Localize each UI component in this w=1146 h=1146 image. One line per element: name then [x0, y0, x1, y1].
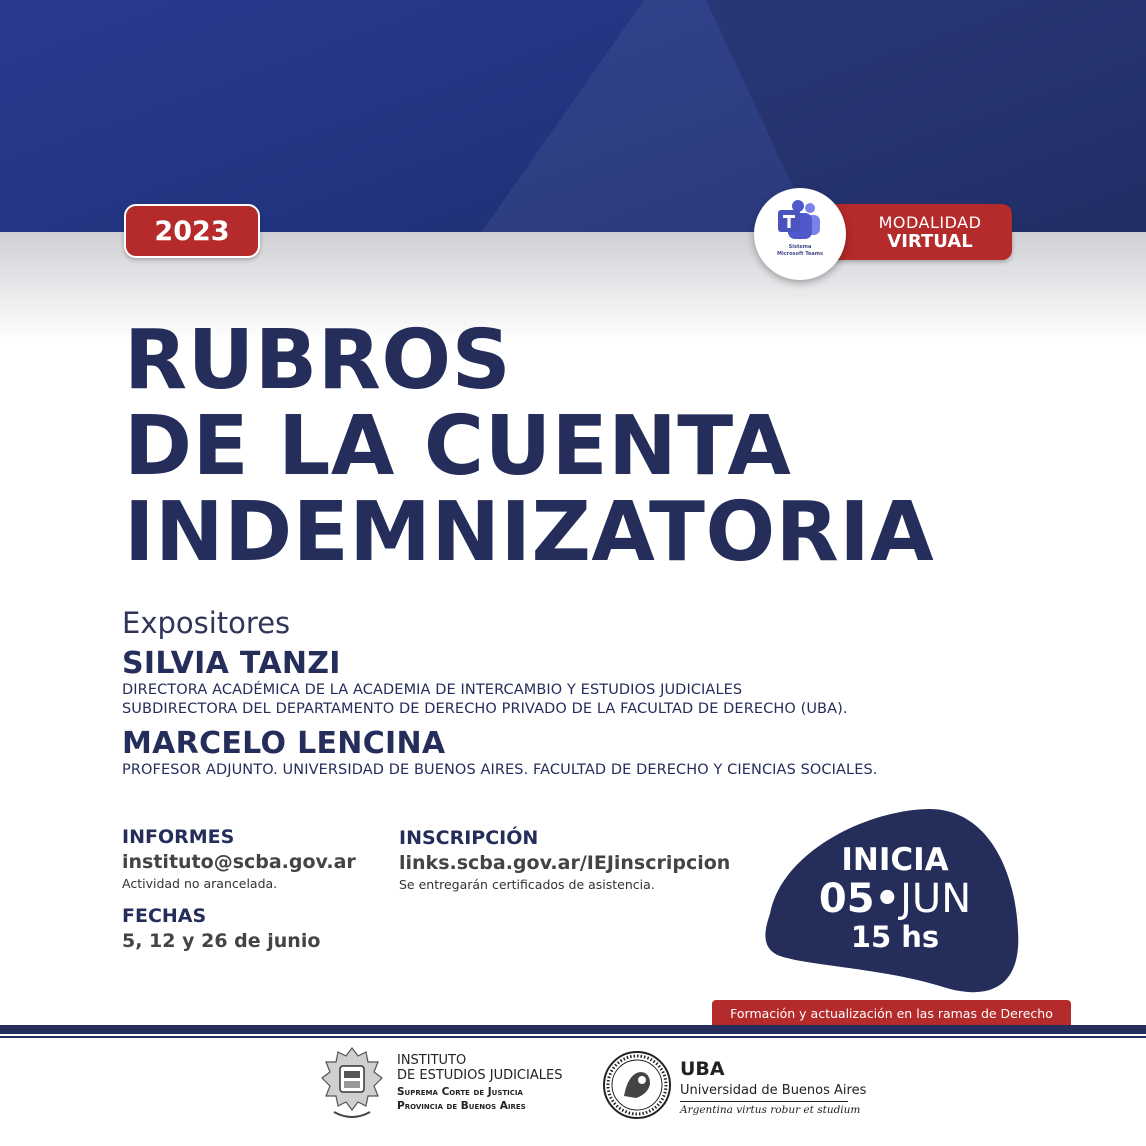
uba-divider: [680, 1101, 848, 1102]
modality-label: MODALIDAD: [878, 213, 982, 232]
informes-note: Actividad no arancelada.: [122, 876, 278, 891]
page-title: [124, 313, 935, 580]
inscripcion-link[interactable]: links.scba.gov.ar/IEJinscripcion: [399, 852, 731, 874]
teams-caption: Microsoft Teams: [777, 251, 823, 257]
inicia-label: INICIA: [841, 842, 949, 878]
footer-divider: [0, 1036, 1146, 1038]
speaker-role: PROFESOR ADJUNTO. UNIVERSIDAD DE BUENOS AIRES. FACULTAD DE DERECHO Y CIENCIAS SOCIALES.: [122, 762, 878, 778]
speaker-role: SUBDIRECTORA DEL DEPARTAMENTO DE DERECHO PRIVADO DE LA FACULTAD DE DERECHO (UBA).: [122, 701, 848, 717]
inscripcion-label: INSCRIPCIÓN: [399, 827, 539, 849]
title-line: INDEMNIZATORIA: [124, 485, 935, 580]
tagline: Formación y actualización en las ramas de Derecho: [712, 1000, 1071, 1026]
informes-email[interactable]: instituto@scba.gov.ar: [122, 851, 356, 873]
inicia-month: JUN: [900, 876, 972, 922]
date-separator: •: [874, 876, 901, 922]
footer-divider: [0, 1025, 1146, 1034]
inscripcion-note: Se entregarán certificados de asistencia.: [399, 877, 655, 892]
uba-motto: Argentina virtus robur et studium: [680, 1104, 861, 1116]
inicia-time: 15 hs: [850, 920, 940, 954]
uba-acronym: UBA: [680, 1058, 725, 1080]
modality-value: VIRTUAL: [887, 231, 973, 252]
iej-line4: Provincia de Buenos Aires: [397, 1100, 526, 1112]
year-badge: 2023: [124, 204, 260, 258]
teams-caption: Sistema: [788, 244, 812, 250]
uba-name: Universidad de Buenos Aires: [680, 1083, 867, 1098]
uba-seal: [602, 1050, 672, 1120]
microsoft-teams-icon: [776, 200, 824, 242]
inicia-date: [790, 876, 1000, 922]
speaker-name: MARCELO LENCINA: [122, 726, 446, 761]
iej-emblem: [320, 1046, 384, 1122]
title-line: DE LA CUENTA: [124, 399, 792, 494]
inicia-day: 05: [818, 876, 875, 922]
title-line: RUBROS: [124, 313, 512, 408]
iej-line1: INSTITUTO: [397, 1053, 467, 1068]
header-band: [0, 0, 1146, 232]
speaker-name: SILVIA TANZI: [122, 646, 341, 681]
speaker-role: DIRECTORA ACADÉMICA DE LA ACADEMIA DE INTERCAMBIO Y ESTUDIOS JUDICIALES: [122, 682, 743, 698]
informes-label: INFORMES: [122, 826, 235, 848]
teams-logo: [754, 188, 846, 280]
iej-line3: Suprema Corte de Justicia: [397, 1086, 523, 1098]
expositores-label: Expositores: [122, 606, 291, 640]
fechas-value: 5, 12 y 26 de junio: [122, 930, 321, 952]
fechas-label: FECHAS: [122, 905, 207, 927]
iej-line2: DE ESTUDIOS JUDICIALES: [397, 1068, 563, 1083]
